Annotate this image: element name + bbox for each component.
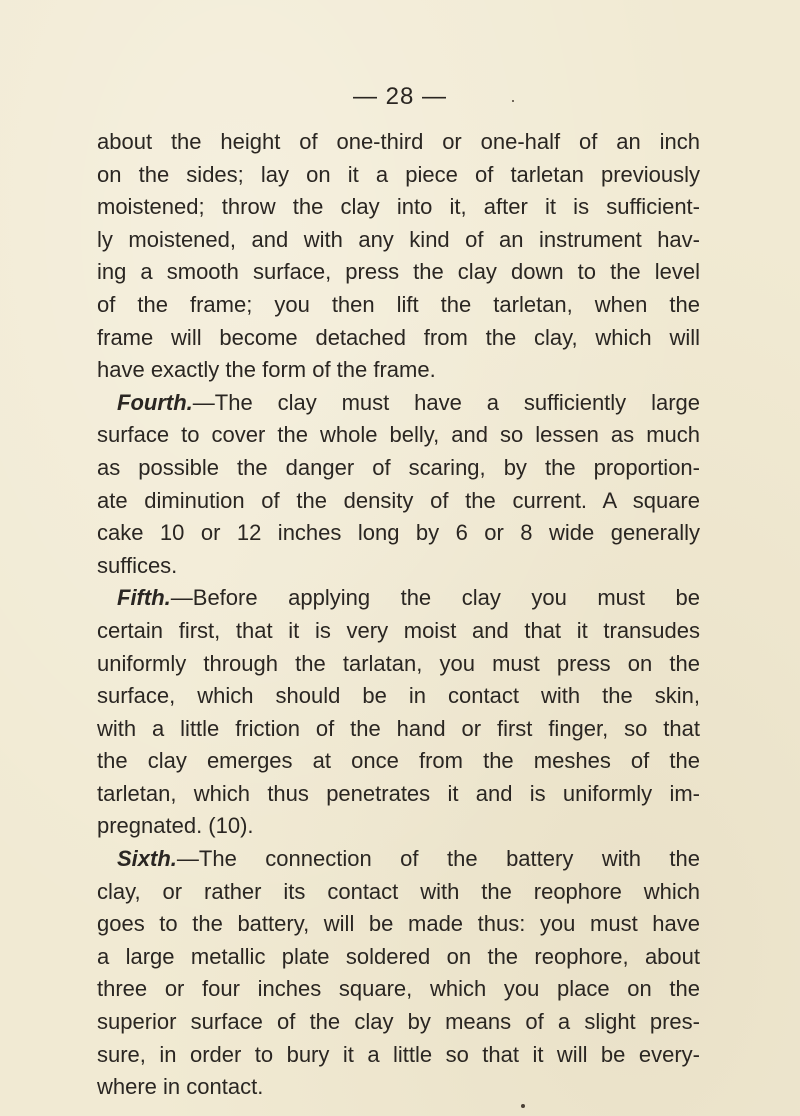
text-line: frame will become detached from the clay, which will: [97, 324, 700, 350]
section-lead-sixth: Sixth.: [117, 846, 177, 872]
section-lead-fourth: Fourth.: [117, 389, 193, 415]
text-line: cake 10 or 12 inches long by 6 or 8 wide generally: [97, 520, 700, 546]
paper-speck: [521, 1104, 525, 1108]
text-line: goes to the battery, will be made thus: you must have: [97, 911, 700, 937]
text-line: sure, in order to bury it a little so that it will be every-: [97, 1041, 700, 1067]
paragraph-sixth-first-line: [97, 843, 700, 876]
text-line: superior surface of the clay by means of a slight pres-: [97, 1009, 700, 1035]
text-line: three or four inches square, which you place on the: [97, 976, 700, 1002]
paragraph-fourth-first-line: [97, 387, 700, 420]
text-line: moistened; throw the clay into it, after it is sufficient-: [97, 194, 700, 220]
text-line: a large metallic plate soldered on the reophore, about: [97, 943, 700, 969]
text-line: surface to cover the whole belly, and so lessen as much: [97, 422, 700, 448]
text-line: with a little friction of the hand or first finger, so that: [97, 715, 700, 741]
text-line: ate diminution of the density of the current. A square: [97, 487, 700, 513]
text-line: ing a smooth surface, press the clay down to the level: [97, 259, 700, 285]
text-line: as possible the danger of scaring, by the proportion-: [97, 454, 700, 480]
text-line: suffices.: [97, 552, 178, 578]
text-line-rest: —Before applying the clay you must be: [170, 585, 700, 611]
text-line: pregnated. (10).: [97, 813, 254, 839]
page-number: — 28 —: [352, 83, 448, 110]
text-line: ly moistened, and with any kind of an instrument hav-: [97, 226, 700, 252]
text-line: certain first, that it is very moist and that it transudes: [97, 617, 700, 643]
text-line: surface, which should be in contact with the skin,: [97, 683, 700, 709]
paragraph-fifth-first-line: [97, 582, 700, 615]
text-line-rest: —The clay must have a sufficiently large: [192, 389, 700, 415]
text-line: tarletan, which thus penetrates it and is uniformly im-: [97, 780, 700, 806]
text-line: where in contact.: [97, 1074, 264, 1100]
text-line: uniformly through the tarlatan, you must press on the: [97, 650, 700, 676]
text-line: clay, or rather its contact with the reophore which: [97, 878, 700, 904]
body-text: [97, 126, 700, 1104]
text-line: have exactly the form of the frame.: [97, 357, 436, 383]
section-lead-fifth: Fifth.: [117, 585, 171, 611]
paper-speck: [512, 100, 514, 102]
text-line: the clay emerges at once from the meshes of the: [97, 748, 700, 774]
text-line: of the frame; you then lift the tarletan, when the: [97, 291, 700, 317]
text-line-rest: —The connection of the battery with the: [176, 846, 700, 872]
text-line: on the sides; lay on it a piece of tarletan previously: [97, 161, 700, 187]
text-line: about the height of one-third or one-half of an inch: [97, 129, 700, 154]
